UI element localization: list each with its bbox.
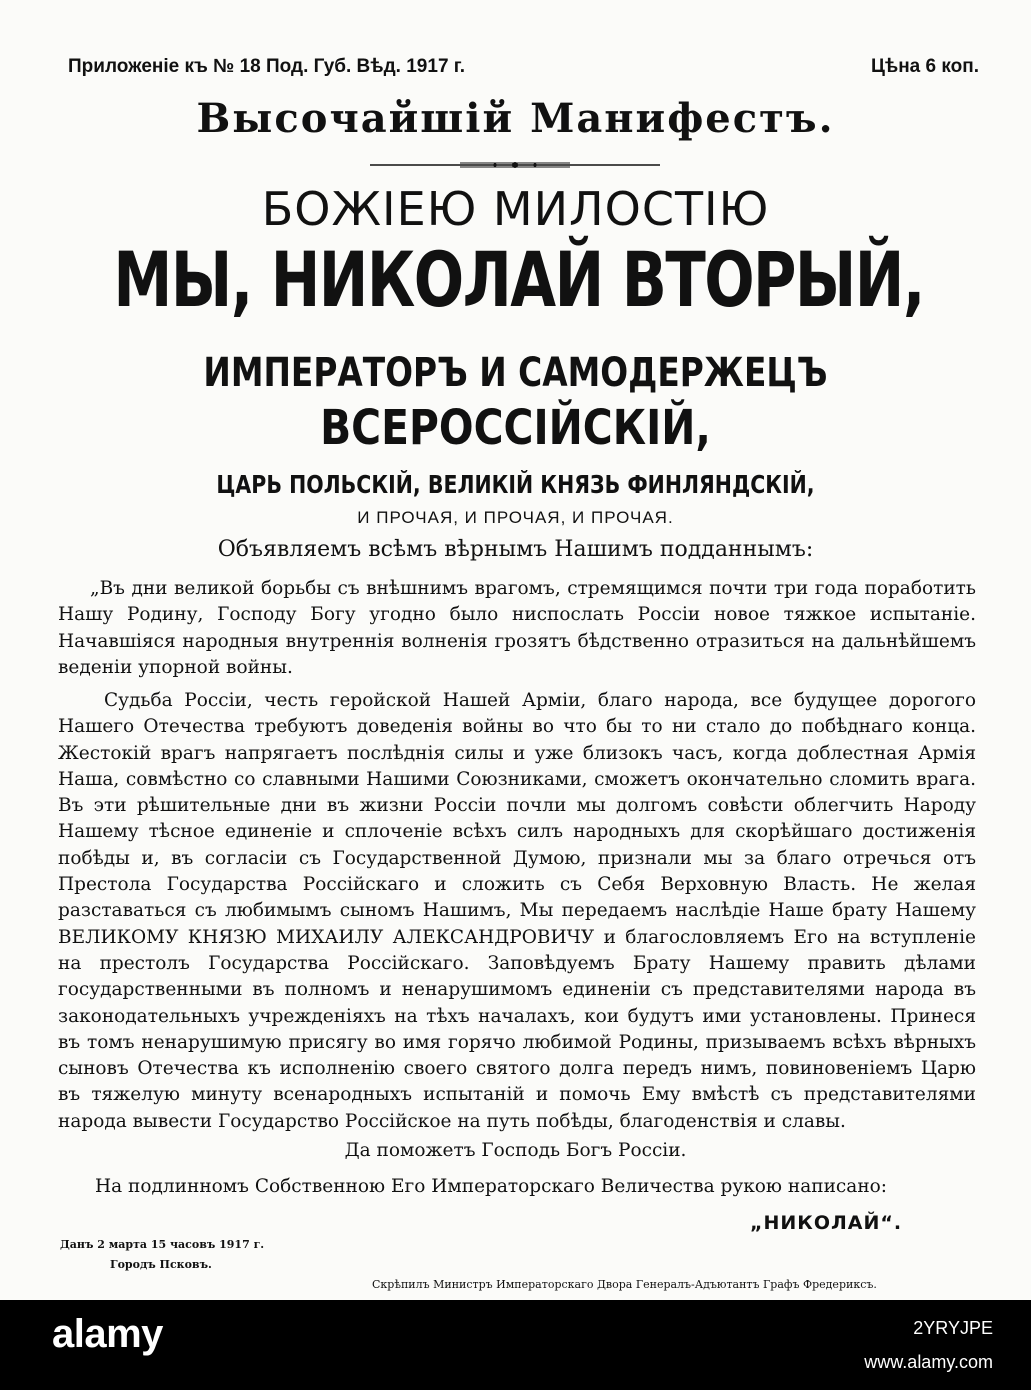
heading-emperor-autocrat: ИМПЕРАТОРЪ И САМОДЕРЖЕЦЪ [203,350,828,396]
body-paragraph-2: Судьба Россiи, честь геройской Нашей Армiи, благо народа, все будущее дорогого Нашего Отечества требуютъ доведенiя войны во что бы то ни стало до побѣднаго конца. Жестокiй врагъ напрягаетъ послѣднiя силы и уже близокъ часъ, когда доблестная Армiя Наша, совмѣстно со славными Нашими Союзниками, сможетъ окончательно сломить врага. Въ эти рѣшительные дни въ жизни Россiи почли мы долгомъ совѣсти облегчить Народу Нашему тѣсное единенiе и сплоченiе всѣхъ силъ народныхъ для скорѣйшаго достиженiя побѣды и, въ согласiи съ Государственной Думою, признали мы за благо отречься отъ Престола Государства Россiйскаго и сложить съ Себя Верховную Власть. Не желая разставаться съ любимымъ сыномъ Нашимъ, Мы передаемъ наслѣдiе Наше брату Нашему ВЕЛИКОМУ КНЯЗЮ МИХАИЛУ АЛЕКСАНДРОВИЧУ и благословляемъ Его на вступленiе на престолъ Государства Россiйскаго. Заповѣдуемъ Брату Нашему править дѣлами государственными въ полномъ и ненарушимомъ единенiи съ представителями народа въ законодательныхъ учрежденiяхъ на тѣхъ началахъ, кои будутъ ими установлены. Принеся въ томъ ненарушимую присягу во имя горячо любимой Родины, призываемъ всѣхъ вѣрныхъ сыновъ Отечества къ исполненiю своего святого долга передъ нимъ, повиновенiемъ Царю въ тяжелую минуту всенародныхъ испытанiй и помочь Ему вмѣстѣ съ представителями народа вывести Государство Россiйское на путь побѣды, благоденствiя и славы. [58,690,976,1132]
alamy-logo-text: alamy [52,1312,163,1356]
closing-blessing: Да поможетъ Господь Богъ Россiи. [344,1140,687,1161]
countersignature: Скрѣпилъ Министръ Императорскаго Двора Генералъ-Адъютантъ Графъ Фредериксъ. [372,1278,877,1291]
stock-url: www.alamy.com [864,1352,993,1372]
stock-image-id: 2YRYJPE [913,1318,993,1338]
issue-city: Городъ Псковъ. [110,1258,212,1271]
heading-by-grace-of-god: БОЖIЕЮ МИЛОСТIЮ [261,182,770,236]
heading-tsar-of-poland: ЦАРЬ ПОЛЬСКIЙ, ВЕЛИКIЙ КНЯЗЬ ФИНЛЯНДСКIЙ, [216,470,815,499]
body-paragraph-1: „Въ дни великой борьбы съ внѣшнимъ врагомъ, стремящимся почти три года поработить Нашу Родину, Господу Богу угодно было ниспослать Россiи новое тяжкое испытанiе. Начавшiяся народныя внутреннiя волненiя грозятъ бѣдственно отразиться на дальнѣйшемъ веденiи упорной войны. [58,578,976,678]
closing-original-note: На подлинномъ Собственною Его Императорскаго Величества рукою написано: [95,1176,888,1197]
heading-all-russian: ВСЕРОССIЙСКIЙ, [320,400,711,456]
ornamental-rule [370,160,660,170]
alamy-logo [52,1312,282,1362]
heading-etcetera: И ПРОЧАЯ, И ПРОЧАЯ, И ПРОЧАЯ. [357,508,674,527]
price-label: Цѣна 6 коп. [870,56,979,77]
signature-nikolai: „НИКОЛАЙ“. [750,1212,903,1234]
heading-nicholas-ii: МЫ, НИКОЛАЙ ВТОРЫЙ, [113,235,924,324]
document-title: Высочайшiй Манифестъ. [196,95,835,142]
issue-date: Данъ 2 марта 15 часовъ 1917 г. [60,1238,265,1251]
heading-announcement: Объявляемъ всѣмъ вѣрнымъ Нашимъ подданнымъ: [217,537,814,562]
supplement-note: Приложенiе къ № 18 Под. Губ. Вѣд. 1917 г. [68,56,466,77]
